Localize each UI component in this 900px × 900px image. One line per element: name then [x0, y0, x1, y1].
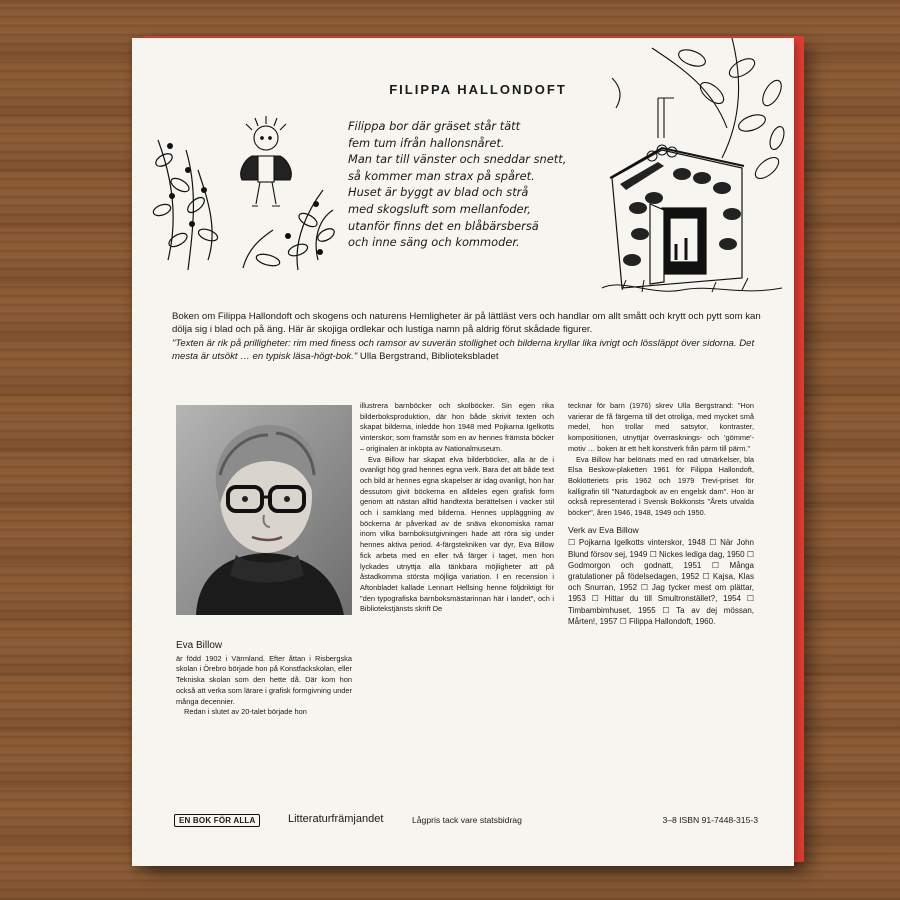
bio-column-2 [360, 401, 554, 615]
bio-column-1 [176, 641, 352, 718]
bio-paragraph: Eva Billow har belönats med en rad utmärkelser, bla Elsa Beskow-plaketten 1961 för Filippa Hallondoft, Boklotteriets pris 1962 och 1979 Trevi-priset för kalligrafin till "Naturdagbok av en engelsk dam". Hon är också representerad i Svensk Bokkonsts "Årets utvalda böcker", åren 1946, 1948, 1949 och 1950. [568, 454, 754, 518]
bio-paragraph: Redan i slutet av 20-talet började hon [184, 707, 307, 717]
poem-line: fem tum ifrån hallonsnåret. [348, 135, 505, 150]
book-back-cover [132, 38, 794, 866]
poem-line: Filippa bor där gräset står tätt [348, 119, 521, 133]
works-list: ☐ Pojkarna Igelkotts vinterskor, 1948 ☐ När John Blund försov sej, 1949 ☐ Nickes lediga dag, 1950 ☐ Godmorgon och godnatt, 1951 ☐ Många gratulationer på födelsedagen, 1952 ☐ Kajsa, Klas och Snurran, 1952 ☐ Jag tycker mest om plättar, 1953 ☐ Hittar du till Smultronstället?, 1954 ☐ Timbambimhuset, 1955 ☐ Ta av dej mössan, Mårten!, 1957 ☐ Filippa Hallondoft, 1960. [568, 538, 754, 626]
leaf-house-illustration [592, 38, 794, 302]
filippa-figure [241, 116, 292, 206]
book-title: FILIPPA HALLONDOFT [389, 82, 567, 97]
poem-line: Huset är byggt av blad och strå [348, 185, 529, 200]
isbn: 3–8 ISBN 91-7448-315-3 [662, 815, 758, 825]
en-bok-for-alla-logo: EN BOK FÖR ALLA [174, 814, 260, 827]
bio-paragraph: tecknar för barn (1976) skrev Ulla Bergstrand: "Hon varierar de få färgerna till det otroliga, med mycket små medel, hon trollar med satsytor, kontraster, kompositionen, utnyttjar överrasknings- och 'gömme'-motiv … boken är ett helt konstverk från pärm till pärm." [568, 401, 754, 453]
intro-text: Boken om Filippa Hallondoft och skogens och naturens Hemligheter är på lättläst vers och handlar om allt smått och krytt och pytt som kan dölja sig i blad och på äng. Här är skojiga ordlekar och lustiga namn på aldrig förut skådade figurer. [172, 311, 761, 336]
footer [174, 812, 758, 832]
author-portrait-photo [176, 405, 352, 615]
poem-line: och inne säng och kommoder. [348, 235, 520, 250]
price-tagline: Lågpris tack vare statsbidrag [412, 815, 522, 825]
intro-paragraph [172, 310, 762, 363]
door [650, 204, 706, 284]
works-heading: Verk av Eva Billow [568, 524, 639, 535]
poem [348, 118, 608, 251]
blueberry-and-girl-illustration [148, 100, 338, 276]
poem-line: utanför finns det en blåbärsbersä [348, 218, 539, 233]
bio-column-3 [568, 401, 754, 627]
publisher-name: Litteraturfrämjandet [288, 813, 384, 825]
poem-line: med skogsluft som mellanfoder, [348, 201, 531, 216]
bio-paragraph: illustrera barnböcker och skolböcker. Sin egen rika bilderboksproduktion, där hon både skrivit texten och skapat bilderna, inledde hon 1948 med Pojkarna Igelkotts vinterskor; som framstår som en av hennes främsta böcker – originalen är inköpta av Nationalmuseum. [360, 401, 554, 453]
author-name: Eva Billow [176, 640, 223, 651]
bio-paragraph: är född 1902 i Värmland. Efter åttan i Risbergska skolan i Örebro började hon på Konstfackskolan, eller Tekniska skolan som den hette då. Där kom hon också att verka som lärare i grafisk formgivning under många decennier. [176, 653, 352, 706]
poem-line: så kommer man strax på spåret. [348, 168, 535, 183]
review-quote: "Texten är rik på prilligheter: rim med finess och ramsor av suverän stollighet och bilderna kryllar lika ivrigt och lössläppt över sidorna. Det mesta är utsökt … en typisk läsa-högt-bok." [172, 337, 755, 362]
poem-line: Man tar till vänster och sneddar snett, [348, 152, 567, 167]
bio-paragraph: Eva Billow har skapat elva bilderböcker, alla är de i ovanligt hög grad hennes egna verk. Bara det att både text och bild är hennes egna skapelser är idag ovanligt, hon har dessutom givit böckerna en alldeles egen grafisk form genom att nästan alltid handtexta berättelsen i vacker stil och i samklang med bilderna. Hennes uppläggning av böckerna är påverkad av de snäva ekonomiska ramar inom vilka barnboksutgivningen hade att röra sig under hennes aktiva period. 4-färgstekniken var dyr, Eva Billow fick arbeta med en eller två färger i taget, men hon lyckades utnyttja alla tänkbara möjligheter att på åstadkomma största möjliga variation. I en recension i Aftonbladet kallade Lennart Hellsing henne följdriktigt för "den typografiska barnboksmästarinnan här i landet", och i Bibliotekstjänsts skrift De [360, 454, 554, 614]
review-source: Ulla Bergstrand, Biblioteksbladet [357, 350, 499, 362]
